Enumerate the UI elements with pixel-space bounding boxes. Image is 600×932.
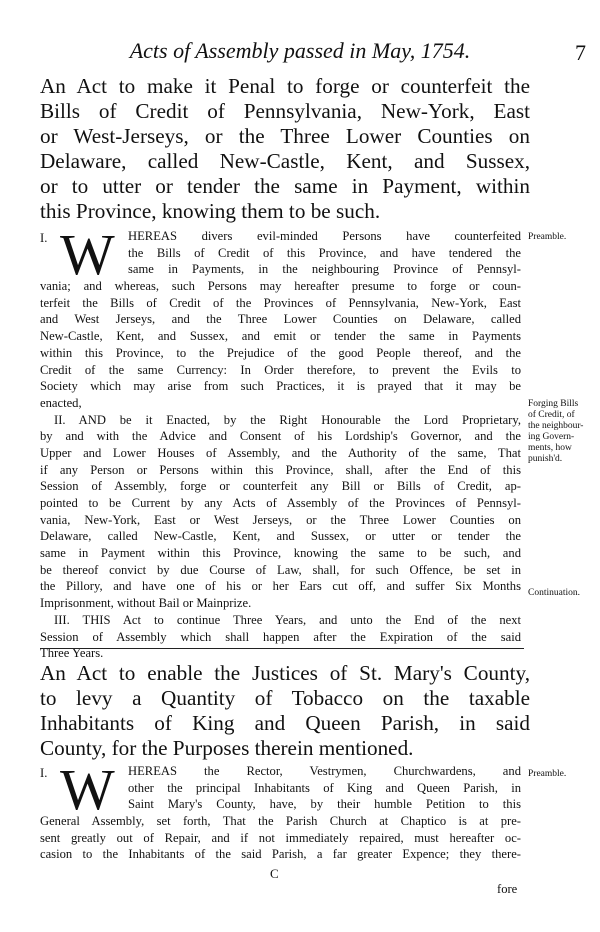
body-line: same in Payment within this Province, knowing the same to be such, and xyxy=(40,546,521,561)
title-line: or to utter or tender the same in Payment, within xyxy=(40,174,530,198)
body-line: II. AND be it Enacted, by the Right Honourable the Lord Proprietary, xyxy=(54,412,521,427)
body-line: Session of Assembly which shall happen after the Expiration of the said xyxy=(40,629,521,644)
title-line: An Act to make it Penal to forge or counterfeit the xyxy=(40,74,530,98)
title-line: Delaware, called New-Castle, Kent, and Sussex, xyxy=(40,149,530,173)
body-line: pointed to be Current by any Acts of Assembly of the Provinces of Pennsyl- xyxy=(40,496,521,510)
body-line: within this Province, to the Prejudice of the good People thereof, and the xyxy=(40,345,521,360)
body-line: Three Years. xyxy=(40,646,104,661)
body-line: Society which may arise from such Practices, it is prayed that it may be xyxy=(40,379,521,394)
act-body-tobacco-levy xyxy=(40,757,521,863)
body-line: terfeit the Bills of Credit of the Provinces of Pennsylvania, New-York, East xyxy=(40,295,521,310)
margin-note-line: ments, how xyxy=(528,443,572,453)
catchword: fore xyxy=(497,882,518,896)
body-line: by and with the Advice and Consent of his Lordship's Governor, and the xyxy=(40,429,521,444)
body-line: Upper and Lower Houses of Assembly, and the Authority of the same, That xyxy=(40,445,521,460)
section-number: I. xyxy=(40,766,48,780)
margin-note-line: Forging Bills xyxy=(528,399,579,409)
title-line: this Province, knowing them to be such. xyxy=(40,199,381,223)
act-body-penal-forgery xyxy=(40,222,521,662)
body-line: vania, New-York, East or West Jerseys, or the Three Lower Counties on xyxy=(40,512,521,527)
body-line: the Pillory, and have one of his or her Ears cut off, and suffer Six Months xyxy=(40,579,521,594)
title-line: to levy a Quantity of Tobacco on the taxable xyxy=(40,686,530,710)
body-line: III. THIS Act to continue Three Years, and unto the End of the next xyxy=(54,612,521,627)
margin-note-line: punish'd. xyxy=(528,454,563,464)
body-line: if any Person or Persons within this Province, shall, after the End of this xyxy=(40,462,521,477)
body-line: vania; and whereas, such Persons may hereafter presume to forge or coun- xyxy=(40,279,521,294)
body-line: HEREAS divers evil-minded Persons have counterfeited xyxy=(128,229,521,243)
body-line: Session of Assembly, forge or counterfeit any Bill or Bills of Credit, ap- xyxy=(40,479,521,494)
drop-cap: W xyxy=(60,757,115,822)
margin-note-line: of Credit, of xyxy=(528,410,575,420)
body-line: casion to the Inhabitants of the said Parish, a far greater Expence; they there- xyxy=(40,847,521,862)
margin-note-line: the neighbour- xyxy=(528,421,584,431)
title-line: An Act to enable the Justices of St. Mary's County, xyxy=(40,661,530,685)
body-line: Imprisonment, without Bail or Mainprize. xyxy=(40,596,252,611)
body-line: HEREAS the Rector, Vestrymen, Churchwardens, and xyxy=(128,764,521,778)
title-line: Bills of Credit of Pennsylvania, New-York, East xyxy=(40,99,530,123)
margin-note-preamble: Preamble. xyxy=(528,232,567,242)
body-line: other the principal Inhabitants of King and Queen Parish, in xyxy=(128,780,521,795)
act-title-tobacco-levy xyxy=(40,661,530,761)
body-line: and West Jerseys, and the Three Lower Counties on Delaware, called xyxy=(40,312,521,327)
title-line: County, for the Purposes therein mentioned. xyxy=(40,736,414,760)
drop-cap: W xyxy=(60,222,115,287)
body-line: same in Payments, in the neighbouring Province of Pennsyl- xyxy=(128,262,521,277)
title-line: Inhabitants of King and Queen Parish, in said xyxy=(40,711,530,735)
margin-note-line: ing Govern- xyxy=(528,432,575,442)
section-divider xyxy=(40,648,524,649)
body-line: New-Castle, Kent, and Sussex, and emit or tender the same in Payments xyxy=(40,329,521,344)
title-line: or West-Jerseys, or the Three Lower Counties on xyxy=(40,124,530,148)
body-line: enacted, xyxy=(40,395,82,410)
body-line: Saint Mary's County, have, by their humble Petition to this xyxy=(128,797,521,812)
body-line: be thereof convict by due Course of Law, shall, for such Offence, be set in xyxy=(40,562,521,577)
margin-note-continuation: Continuation. xyxy=(528,588,580,598)
body-line: Delaware, called New-Castle, Kent, and Sussex, or utter or tender the xyxy=(40,529,521,544)
running-head: Acts of Assembly passed in May, 1754. xyxy=(129,38,471,63)
section-number: I. xyxy=(40,231,48,245)
body-line: General Assembly, set forth, That the Parish Church at Chaptico is at pre- xyxy=(40,814,521,829)
body-line: Credit of the same Currency: In Order therefore, to prevent the Evils to xyxy=(40,362,521,377)
body-line: the Bills of Credit of this Province, and have tendered the xyxy=(128,245,521,260)
act-title-penal-forgery xyxy=(40,74,530,224)
margin-note-forging xyxy=(528,399,598,465)
signature-mark: C xyxy=(270,866,279,881)
margin-note-preamble: Preamble. xyxy=(528,769,567,779)
body-line: sent greatly out of Repair, and if not immediately repaired, must hereafter oc- xyxy=(40,830,521,845)
page-number: 7 xyxy=(575,40,586,65)
